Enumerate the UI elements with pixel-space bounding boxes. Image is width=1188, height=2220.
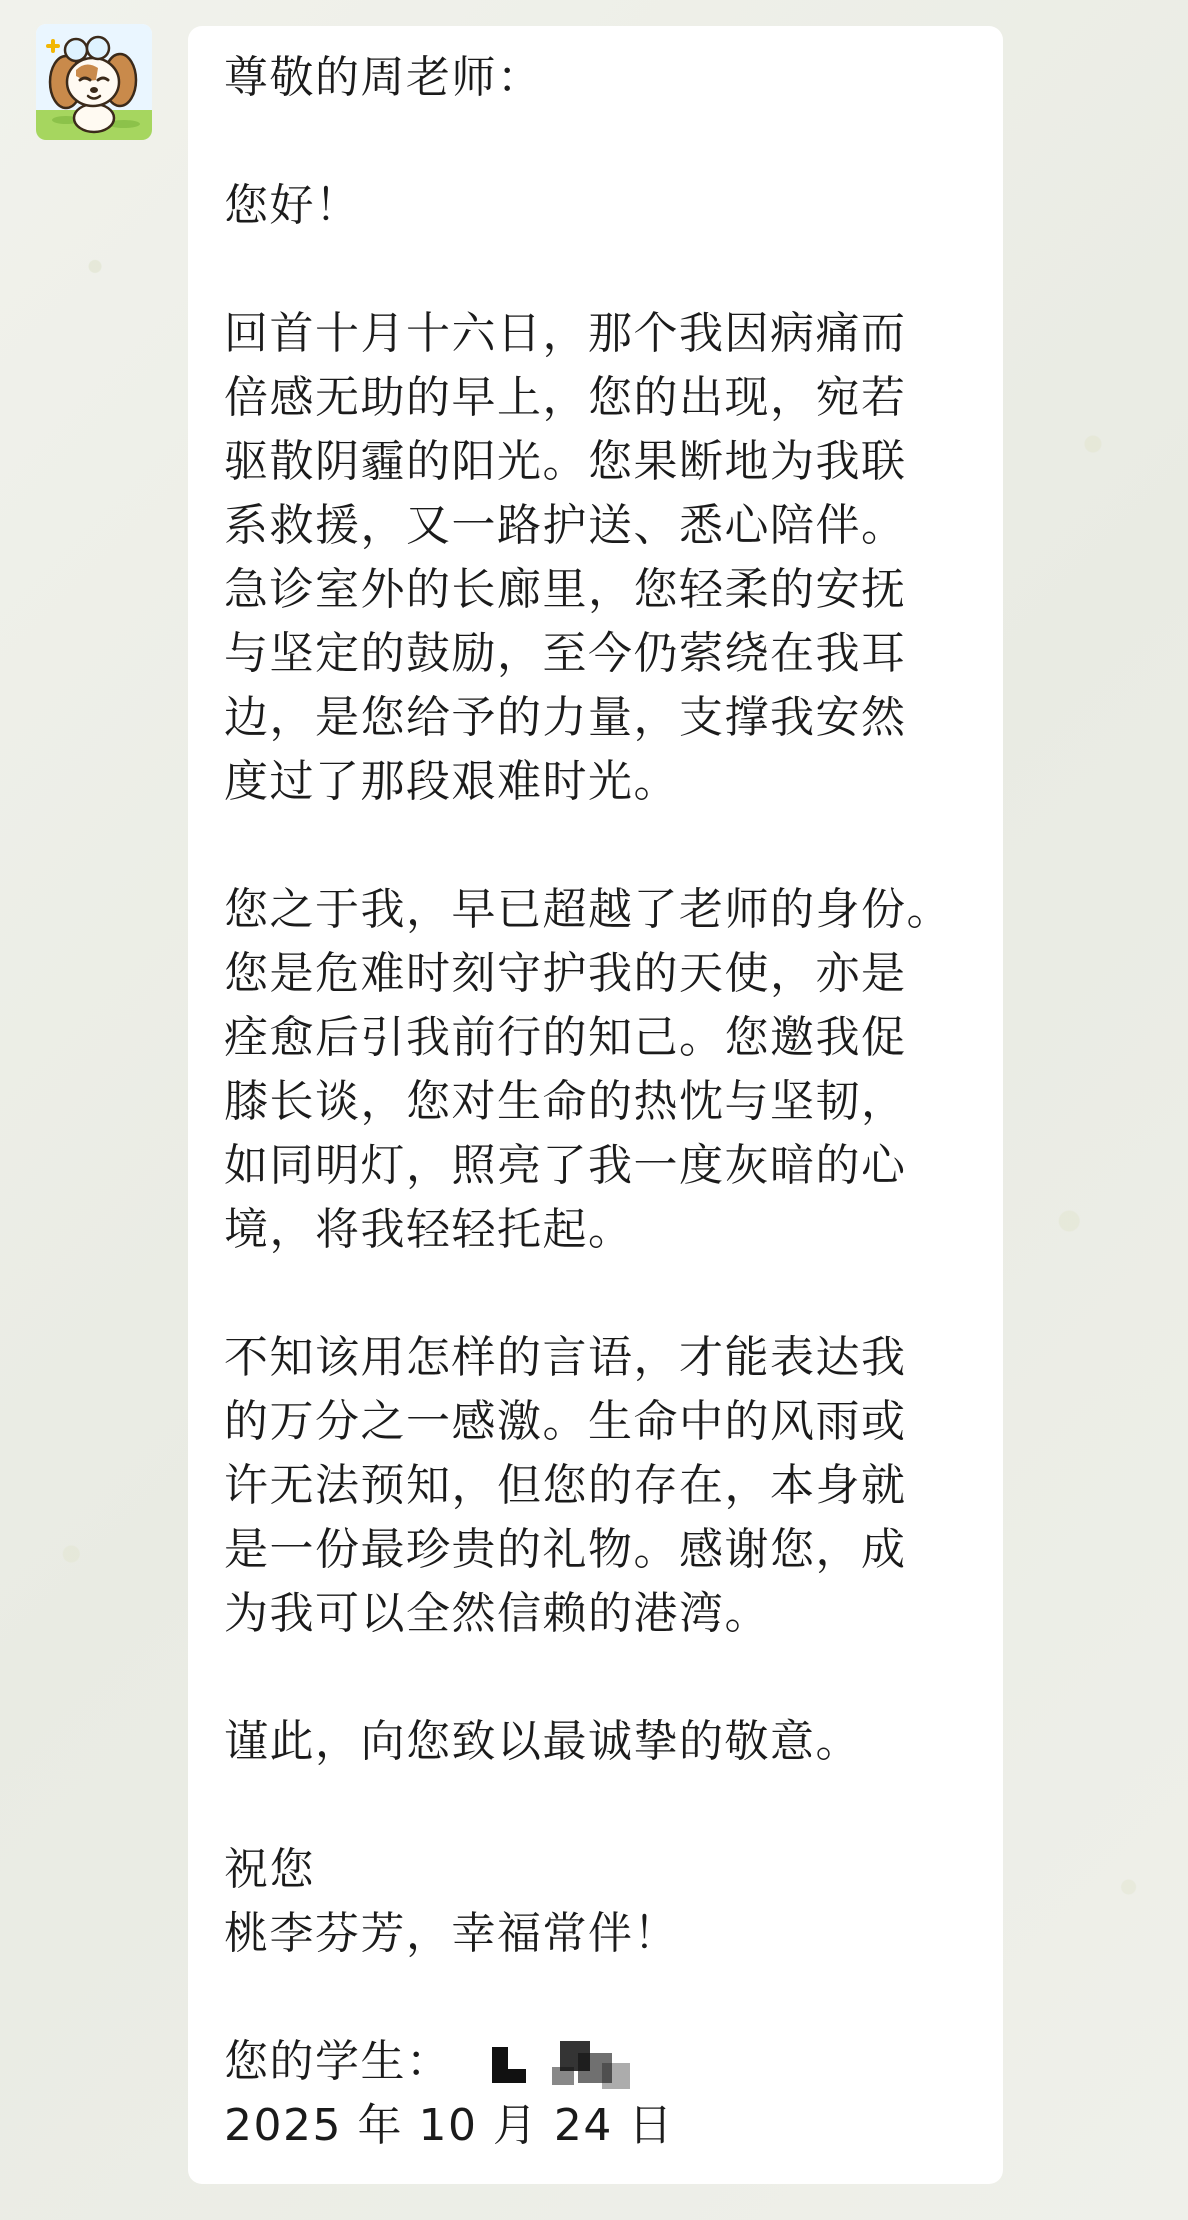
paragraph-line: 您是危难时刻守护我的天使，亦是 [224, 948, 907, 999]
letter-salutation: 尊敬的周老师： [224, 52, 543, 103]
letter-greeting: 您好！ [224, 180, 361, 231]
blank-line [224, 1262, 983, 1326]
blank-line [224, 1966, 983, 2030]
paragraph-line: 度过了那段艰难时光。 [224, 756, 679, 807]
message-bubble[interactable] [188, 26, 1003, 2184]
letter-closing: 谨此，向您致以最诚挚的敬意。 [224, 1716, 861, 1767]
letter-date: 2025 年 10 月 24 日 [224, 2100, 674, 2151]
paragraph-line: 您之于我，早已超越了老师的身份。 [224, 884, 952, 935]
paragraph-line: 是一份最珍贵的礼物。感谢您，成 [224, 1524, 907, 1575]
paragraph-line: 系救援，又一路护送、悉心陪伴。 [224, 500, 907, 551]
paragraph-line: 不知该用怎样的言语，才能表达我 [224, 1332, 907, 1383]
blank-line [224, 238, 983, 302]
paragraph-line: 与坚定的鼓励，至今仍萦绕在我耳 [224, 628, 907, 679]
sender-avatar[interactable] [36, 24, 152, 140]
paragraph-line: 膝长谈，您对生命的热忱与坚韧， [224, 1076, 907, 1127]
signature-row [224, 2030, 983, 2094]
blank-line [224, 1646, 983, 1710]
paragraph-line: 的万分之一感激。生命中的风雨或 [224, 1396, 907, 1447]
paragraph-line: 境，将我轻轻托起。 [224, 1204, 634, 1255]
paragraph-line: 如同明灯，照亮了我一度灰暗的心 [224, 1140, 907, 1191]
letter-wish: 桃李芬芳，幸福常伴！ [224, 1908, 679, 1959]
paragraph-line: 驱散阴霾的阳光。您果断地为我联 [224, 436, 907, 487]
paragraph-line: 急诊室外的长廊里，您轻柔的安抚 [224, 564, 907, 615]
paragraph-line: 痊愈后引我前行的知己。您邀我促 [224, 1012, 907, 1063]
blank-line [224, 110, 983, 174]
paragraph-1 [224, 302, 983, 814]
letter-wish-opening: 祝您 [224, 1844, 315, 1895]
blank-line [224, 814, 983, 878]
paragraph-3 [224, 1326, 983, 1646]
paragraph-2 [224, 878, 983, 1262]
redacted-name [482, 2033, 662, 2091]
paragraph-line: 边，是您给予的力量，支撑我安然 [224, 692, 907, 743]
paragraph-line: 为我可以全然信赖的港湾。 [224, 1588, 770, 1639]
paragraph-line: 回首十月十六日，那个我因病痛而 [224, 308, 907, 359]
puppy-avatar-icon [36, 24, 152, 140]
blank-line [224, 1774, 983, 1838]
paragraph-line: 许无法预知，但您的存在，本身就 [224, 1460, 907, 1511]
paragraph-line: 倍感无助的早上，您的出现，宛若 [224, 372, 907, 423]
signature-label: 您的学生： [224, 2036, 452, 2087]
